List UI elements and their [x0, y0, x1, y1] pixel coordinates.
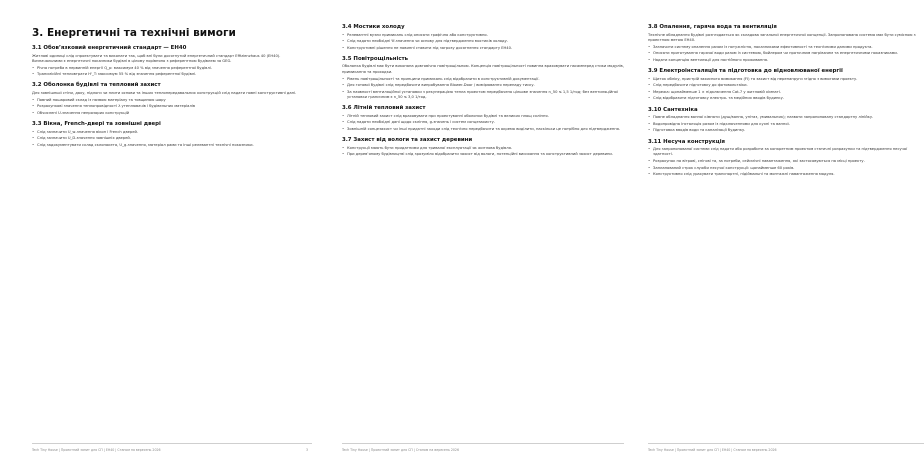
- bullet-list: [342, 33, 624, 51]
- bullet-item: • Обчислені U-значення непрозорих конструкцій: [32, 111, 312, 116]
- section-heading: 3.2 Оболонка будівлі та тепловий захист: [32, 82, 161, 89]
- bullet-item: • Описати приготування гарячої води разом із системою, бойлером чи проточним нагрівачем та енергетичними показниками.: [648, 51, 924, 56]
- bullet-item: • Слід зазначити U_D-значення зовнішніх дверей.: [32, 136, 312, 141]
- bullet-item: • Повне обладнання ванної кімнати (душ/ванна, унітаз, умивальник); назвати запропоновану стандартну лінійку.: [648, 115, 924, 120]
- section-heading: 3.10 Сантехніка: [648, 106, 698, 113]
- section-heading: 3.11 Несуча конструкція: [648, 138, 726, 145]
- footer-text: Tech Tiny House | Проектний запит для СП | EH40 | Станом на вересень 2026: [648, 448, 777, 452]
- bullet-item: • При дерев’яному будівництві слід зрозуміло відобразити захист від вологи, потенційні висихання та конструктивний захист деревини.: [342, 152, 624, 157]
- bullet-item: • Водопровідна інсталяція разом із підключеннями для кухні та ванної.: [648, 122, 924, 127]
- footer-text: Tech Tiny House | Проектний запит для СП | EH40 | Станом на вересень 2026: [32, 448, 161, 452]
- bullet-list: [648, 77, 924, 102]
- bullet-item: • Мережа: щонайменше 1 × підключення Cat-7 у житловій кімнаті.: [648, 90, 924, 95]
- bullet-item: • Річна потреба в первинній енергії Q_p: максимум 40 % від значення референтної будівлі.: [32, 66, 312, 71]
- bullet-item: • Розрахунок на вітрові, снігові та, за потреби, сейсмічні навантаження, які застосовуються на місці проекту.: [648, 159, 924, 164]
- section-heading: 3.4 Мостики холоду: [342, 24, 405, 30]
- bullet-item: • Щиток обліку, пристрій захисного вимикання (FI) та захист від перенапруги згідно з вимогами проекту.: [648, 77, 924, 82]
- bullet-item: • Слід надати необхідні дані щодо скління, g-значень і систем сонцезахисту.: [342, 120, 624, 125]
- bullet-item: • Конструктивні рішення не повинні ставити під загрозу досягнення стандарту EH40.: [342, 46, 624, 51]
- bullet-list: [342, 114, 624, 132]
- page-footer: [648, 443, 924, 454]
- bullet-item: • Релевантні вузли примикань слід описати графічно або конструктивно.: [342, 33, 624, 38]
- bullet-list: [342, 146, 624, 158]
- bullet-item: • Слід надати необхідні Ψ-значення чи основу для підтвердження мостиків холоду.: [342, 39, 624, 44]
- bullet-item: • Літній тепловий захист слід враховувати при проектуванні оболонки будівлі та великих площ скління.: [342, 114, 624, 119]
- bullet-list: [648, 115, 924, 133]
- bullet-item: • Підготовка вводів води та каналізації будинку.: [648, 128, 924, 133]
- bullet-item: • Слід задокументувати склад склопакета, U_g-значення, матеріал рами та інші релевантні технічні показники.: [32, 143, 312, 148]
- section-heading: 3.5 Повітрощільність: [342, 55, 409, 62]
- document-section: [648, 139, 924, 178]
- section-heading: 3.1 Обов’язковий енергетичний стандарт — EH40: [32, 45, 187, 51]
- bullet-item: • Розрахункові значення теплопровідності λ утеплювачів і будівельних матеріалів: [32, 104, 312, 109]
- section-heading: 3.9 Електроінсталяція та підготовка до відновлюваної енергії: [648, 68, 843, 75]
- bullet-list: [32, 98, 312, 116]
- section-heading: 3.8 Опалення, гаряча вода та вентиляція: [648, 24, 777, 30]
- document-section: [342, 56, 624, 100]
- document-section: [342, 24, 624, 51]
- bullet-item: • Зовнішній сонцезахист чи інші придатні заходи слід технічно передбачити та окремо виділити, наскільки це потрібно для підтвердження.: [342, 127, 624, 132]
- bullet-list: [32, 66, 312, 78]
- document-section: [648, 24, 924, 63]
- bullet-item: • Трансмісійні тепловтрати H'_T: максимум 55 % від значення референтної будівлі.: [32, 72, 312, 77]
- bullet-list: [32, 130, 312, 148]
- section-heading: 3.7 Захист від вологи та захист деревини: [342, 137, 473, 144]
- bullet-item: • Запланований строк служби несучої конструкції: щонайменше 60 років.: [648, 166, 924, 171]
- bullet-item: • Зазначити систему опалення разом із потужністю, показниками ефективності та технічними даними продукта.: [648, 45, 924, 50]
- section-heading: 3.3 Вікна, French-двері та зовнішні двері: [32, 121, 161, 128]
- bullet-item: • Для запропонованої системи слід надати або розробити за конкретним проектом статичні розрахунки та підтвердження несучої здатності.: [648, 147, 924, 158]
- bullet-item: • За наявності вентиляційної установки з рекуперацією тепла проектом передбачено цільове значення n_50 ≤ 1,5 1/год; без вентиляційної установки граничним є n_50 ≤ 3,0 1/год.: [342, 90, 624, 101]
- bullet-item: • Слід передбачити підготовку до фотовольтаїки.: [648, 83, 924, 88]
- page-column-2: [342, 0, 624, 462]
- section-paragraph: Житлові одиниці слід спроектувати та виконати так, щоб вні були досягнутий енергетичний стандарт Effizienzhaus 40 (EH40). Визначальними є енергетичні показники будівлі в цілому порівняно з референтною будівлею за GEG.: [32, 53, 281, 63]
- bullet-list: [648, 147, 924, 177]
- section-heading: 3.6 Літній тепловий захист: [342, 105, 426, 112]
- section-paragraph: Технічне обладнання будівлі розглядається як складова загальної енергетичної концепції. Запропонована система має бути сумісною з проектною метою EH40.: [648, 32, 916, 42]
- bullet-list: [342, 77, 624, 101]
- bullet-item: • Повний пошаровий склад із назвою матеріалу та товщиною шару: [32, 98, 312, 103]
- bullet-item: • Для готової будівлі слід передбачити випробування Blower-Door / вимірювання перепаду тиску.: [342, 83, 624, 88]
- bullet-item: • Конструктивно слід урахувати транспортні, підіймальні та монтажні навантаження модуля.: [648, 172, 924, 177]
- section-paragraph: Оболонка будівлі має бути виконана довговічно повітрощільною. Концепція повітрощільності повинна враховувати насамперед стики модулів, примикання та проходки.: [342, 64, 624, 74]
- section-paragraph: Для зовнішньої стіни, даху, підлоги чи плити основи та інших теплопередавальних конструкцій слід надати повні конструктивні дані.: [32, 90, 297, 95]
- document-section: [32, 45, 312, 77]
- page-number: 3: [305, 448, 308, 452]
- bullet-item: • Слід відобразити підготовку електро- та медійних вводів будинку.: [648, 96, 924, 101]
- page-column-1: [32, 0, 312, 462]
- document-section: [342, 105, 624, 132]
- document-section: [32, 121, 312, 148]
- footer-text: Tech Tiny House | Проектний запит для СП | Станом на вересень 2026: [342, 448, 459, 452]
- document-section: [648, 107, 924, 134]
- page-title: 3. Енергетичні та технічні вимоги: [32, 27, 236, 39]
- bullet-item: • Конструкції мають бути придатними для тривалої експлуатації як житлова будівля.: [342, 146, 624, 151]
- bullet-item: • Слід зазначити U_w-значення вікон і French дверей.: [32, 130, 312, 135]
- bullet-item: • Надати концепцію вентиляції для постійного проживання.: [648, 58, 924, 63]
- document-section: [648, 68, 924, 102]
- page-column-3: [648, 0, 924, 462]
- document-section: [342, 137, 624, 157]
- document-section: [32, 82, 312, 116]
- bullet-item: • Рівень повітрощільності та принципи примикань слід відобразити в конструктивній документації.: [342, 77, 624, 82]
- page-footer: [32, 443, 312, 454]
- bullet-list: [648, 45, 924, 63]
- page-footer: [342, 443, 624, 454]
